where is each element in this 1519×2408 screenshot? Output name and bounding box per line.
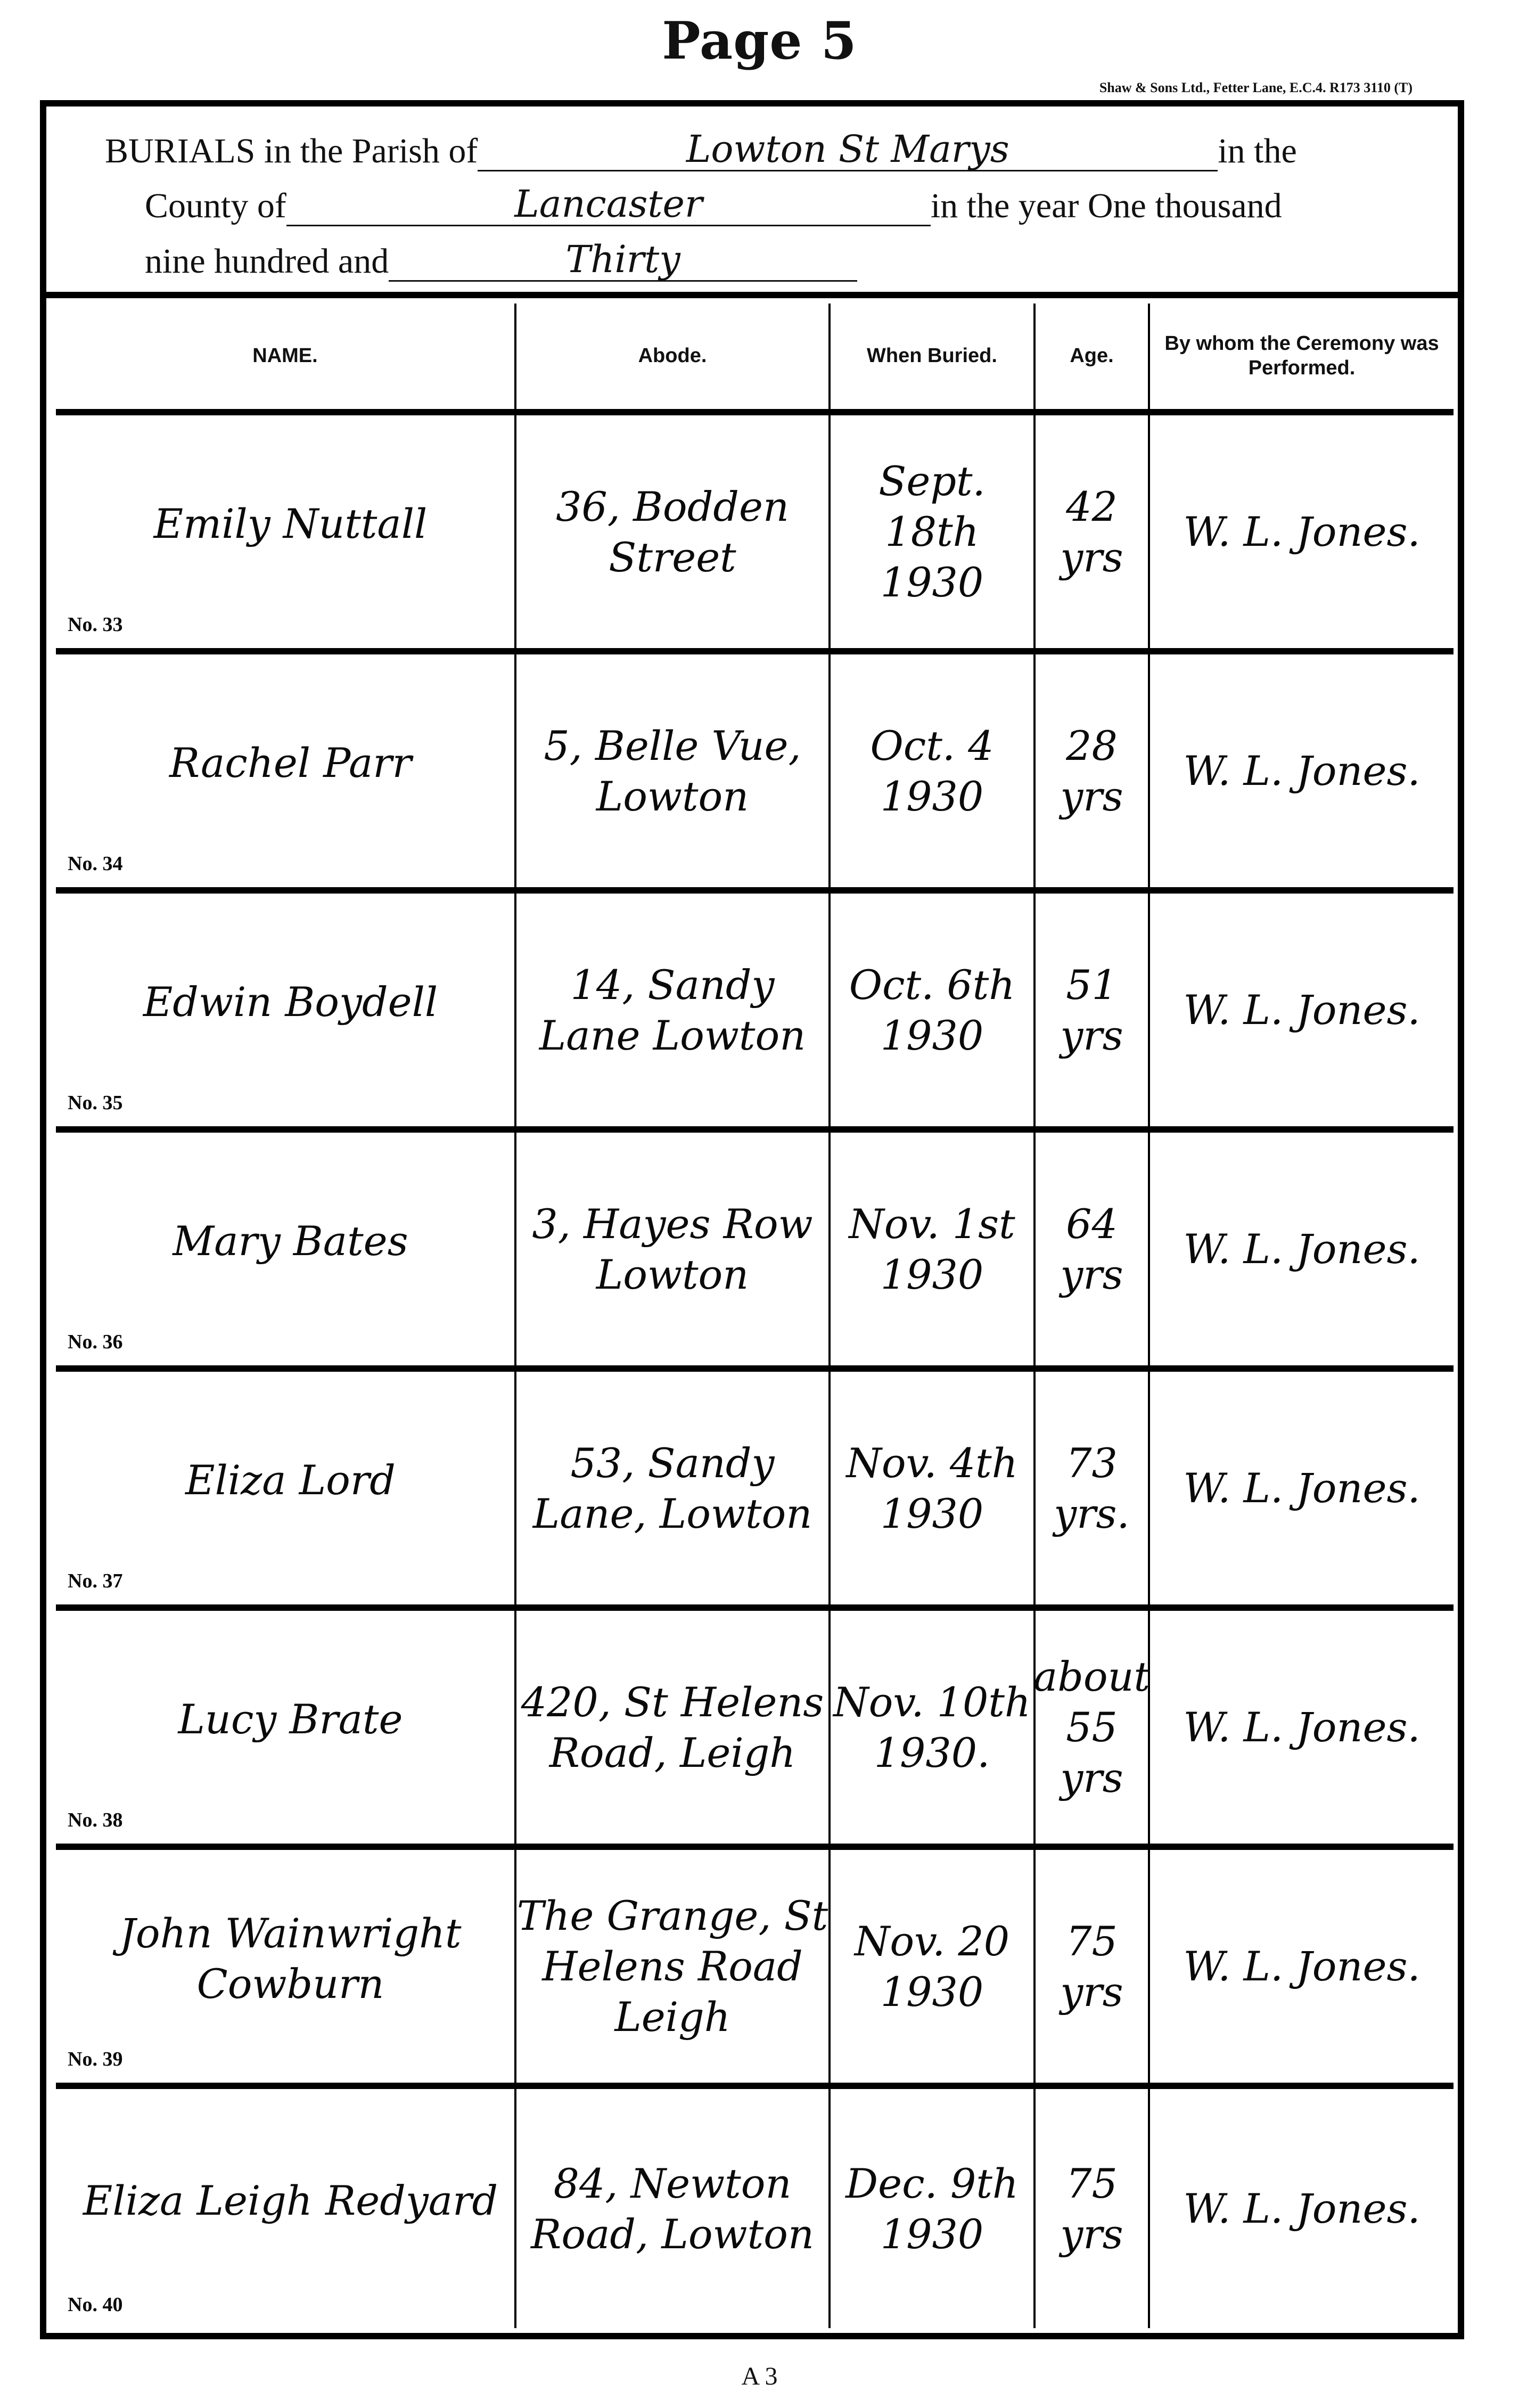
heading-county-suffix: in the year One thousand [930,186,1282,225]
entry-when-buried: Oct. 6th 1930 [831,894,1036,1126]
burial-register [40,100,1464,2339]
heading-parish-label: BURIALS in the Parish of [105,132,478,170]
entry-abode: The Grange, St Helens Road Leigh [516,1850,831,2083]
entries [56,415,1454,2327]
entry-officiant: W. L. Jones. [1183,1703,1421,1751]
heading-year-label: nine hundred and [145,242,389,281]
entry-abode: 53, Sandy Lane, Lowton [516,1372,831,1604]
entry-name-cell [56,1372,516,1604]
heading-parish-suffix: in the [1218,132,1297,170]
entry-number: No. 40 [68,2293,123,2316]
burial-entry [56,1133,1454,1372]
entry-abode: 14, Sandy Lane Lowton [516,894,831,1126]
printer-imprint: Shaw & Sons Ltd., Fetter Lane, E.C.4. R173 3110 (T) [1099,80,1413,95]
burial-entry [56,415,1454,654]
heading-line-parish [105,127,1297,171]
entry-name: Rachel Parr [169,739,412,787]
entry-when-buried: Oct. 4 1930 [831,654,1036,887]
entry-name: Mary Bates [173,1217,408,1265]
entry-name: Eliza Leigh Redyard [83,2177,498,2224]
entry-number: No. 33 [68,613,123,636]
column-header-name: NAME. [56,304,516,409]
entry-number: No. 35 [68,1091,123,1114]
entry-name-cell [56,1133,516,1365]
entry-name: John Wainwright Cowburn [119,1909,462,2008]
entry-age: 64 yrs [1036,1133,1150,1365]
county-field: Lancaster [286,185,931,226]
entry-name: Emily Nuttall [153,500,428,547]
entry-number: No. 37 [68,1569,123,1592]
entry-name-cell [56,2089,516,2328]
burial-entry [56,1850,1454,2089]
entry-officiant: W. L. Jones. [1183,508,1421,555]
entry-age: 75 yrs [1036,1850,1150,2083]
entry-when-buried: Dec. 9th 1930 [831,2089,1036,2328]
entry-abode: 420, St Helens Road, Leigh [516,1611,831,1844]
register-heading [46,107,1458,298]
entry-officiant: W. L. Jones. [1183,986,1421,1034]
entry-abode: 3, Hayes Row Lowton [516,1133,831,1365]
burial-entry [56,2089,1454,2328]
entry-when-buried: Nov. 10th 1930. [831,1611,1036,1844]
entry-age: 42 yrs [1036,415,1150,648]
column-header-when-buried: When Buried. [831,304,1036,409]
entry-abode: 36, Bodden Street [516,415,831,648]
entry-age: about 55 yrs [1036,1611,1150,1844]
parish-field: Lowton St Marys [478,130,1218,171]
entry-when-buried: Sept. 18th 1930 [831,415,1036,648]
entry-when-buried: Nov. 4th 1930 [831,1372,1036,1604]
page-footer-signature: A 3 [741,2362,778,2390]
entry-abode: 5, Belle Vue, Lowton [516,654,831,887]
entry-name-cell [56,1850,516,2083]
burial-entry [56,1611,1454,1850]
heading-line-county [145,182,1282,226]
entry-age: 73 yrs. [1036,1372,1150,1604]
burial-entry [56,654,1454,894]
entry-number: No. 36 [68,1330,123,1353]
entry-name-cell [56,415,516,648]
column-header-age: Age. [1036,304,1150,409]
page-title: Page 5 [662,11,857,71]
entry-officiant: W. L. Jones. [1183,1464,1421,1512]
entry-name: Eliza Lord [185,1456,396,1504]
burial-entry [56,1372,1454,1611]
entry-name-cell [56,1611,516,1844]
entry-age: 75 yrs [1036,2089,1150,2328]
entry-number: No. 38 [68,1808,123,1831]
entry-number: No. 34 [68,852,123,875]
entry-number: No. 39 [68,2047,123,2070]
burial-entry [56,894,1454,1133]
entry-officiant: W. L. Jones. [1183,1225,1421,1273]
entry-age: 51 yrs [1036,894,1150,1126]
heading-line-year [145,237,857,282]
entry-when-buried: Nov. 1st 1930 [831,1133,1036,1365]
entry-name: Edwin Boydell [143,978,438,1026]
entry-name: Lucy Brate [178,1696,403,1743]
entry-name-cell [56,654,516,887]
year-field: Thirty [389,241,857,282]
entry-officiant: W. L. Jones. [1183,747,1421,795]
entry-abode: 84, Newton Road, Lowton [516,2089,831,2328]
column-header-abode: Abode. [516,304,831,409]
column-header-officiant: By whom the Ceremony was Performed. [1164,332,1439,379]
entry-officiant: W. L. Jones. [1183,2185,1421,2232]
column-header-row [56,304,1454,415]
entry-age: 28 yrs [1036,654,1150,887]
entry-name-cell [56,894,516,1126]
entry-when-buried: Nov. 20 1930 [831,1850,1036,2083]
heading-county-label: County of [145,186,286,225]
entry-officiant: W. L. Jones. [1183,1943,1421,1990]
